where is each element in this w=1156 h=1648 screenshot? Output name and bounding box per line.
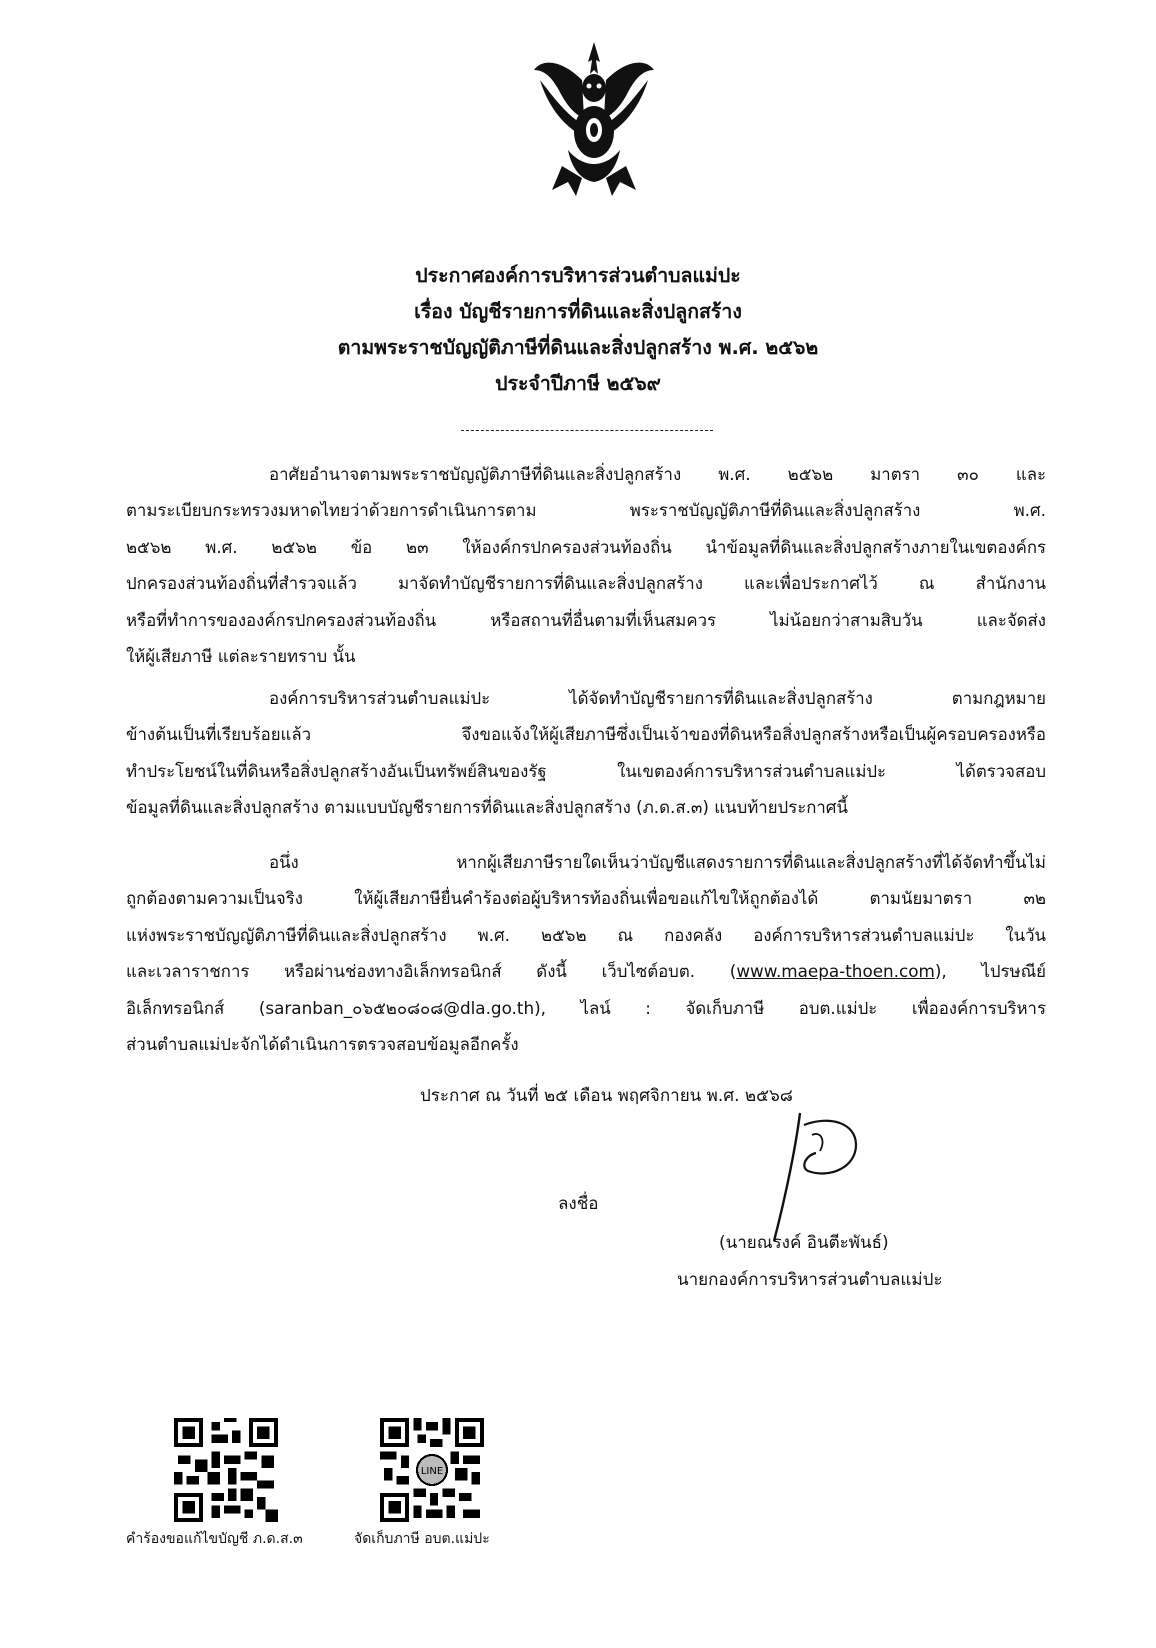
paragraph-line: ส่วนตำบลแม่ปะจักได้ดำเนินการตรวจสอบข้อมูลอีกครั้ง <box>126 1034 519 1055</box>
handwritten-signature <box>760 1105 880 1245</box>
header-divider <box>461 430 713 431</box>
paragraph-line: ปกครองส่วนท้องถิ่นที่สำรวจแล้ว มาจัดทำบัญชีรายการที่ดินและสิ่งปลูกสร้าง และเพื่อประกาศไว้ ณ สำนักงาน <box>126 573 1046 594</box>
qr-caption-correction: คำร้องขอแก้ไขบัญชี ภ.ด.ส.๓ <box>126 1531 303 1547</box>
paragraph-line: อนึ่ง หากผู้เสียภาษีรายใดเห็นว่าบัญชีแสดงรายการที่ดินและสิ่งปลูกสร้างที่ได้จัดทำขึ้นไม่ <box>269 852 1046 872</box>
paragraph-notice <box>126 680 1046 826</box>
paragraph-line: อิเล็กทรอนิกส์ (saranban_๐๖๕๒๐๘๐๘@dla.go.th), ไลน์ : จัดเก็บภาษี อบต.แม่ปะ เพื่อองค์การบริหาร <box>126 997 1046 1018</box>
paragraph-authority <box>126 456 1046 674</box>
website-link[interactable]: www.maepa-thoen.com <box>736 961 935 982</box>
signatory-position: นายกองค์การบริหารส่วนตำบลแม่ปะ <box>677 1270 943 1290</box>
header-organization-line: ประกาศองค์การบริหารส่วนตำบลแม่ปะ <box>415 264 741 287</box>
announcement-date: ประกาศ ณ วันที่ ๒๕ เดือน พฤศจิกายน พ.ศ. ๒๕๖๘ <box>420 1086 793 1106</box>
header-subject-line: เรื่อง บัญชีรายการที่ดินและสิ่งปลูกสร้าง <box>414 300 742 323</box>
paragraph-line: อาศัยอำนาจตามพระราชบัญญัติภาษีที่ดินและสิ่งปลูกสร้าง พ.ศ. ๒๕๖๒ มาตรา ๓๐ และ <box>269 464 1046 484</box>
paragraph-line: ข้อมูลที่ดินและสิ่งปลูกสร้าง ตามแบบบัญชีรายการที่ดินและสิ่งปลูกสร้าง (ภ.ด.ส.๓) แนบท้ายประกาศนี้ <box>126 797 848 818</box>
qr-code-correction-request[interactable] <box>174 1418 278 1522</box>
paragraph-line: ข้างต้นเป็นที่เรียบร้อยแล้ว จึงขอแจ้งให้ผู้เสียภาษีซึ่งเป็นเจ้าของที่ดินหรือสิ่งปลูกสร้างหรือเป็นผู้ครอบครองหรือ <box>126 724 1046 745</box>
signature-label: ลงชื่อ <box>558 1194 599 1214</box>
announcement-header <box>0 258 1156 402</box>
paragraph-line: องค์การบริหารส่วนตำบลแม่ปะ ได้จัดทำบัญชีรายการที่ดินและสิ่งปลูกสร้าง ตามกฎหมาย <box>269 688 1046 708</box>
garuda-emblem-icon <box>532 40 656 200</box>
header-law-line: ตามพระราชบัญญัติภาษีที่ดินและสิ่งปลูกสร้าง พ.ศ. ๒๕๖๒ <box>337 336 819 359</box>
paragraph-line: ตามระเบียบกระทรวงมหาดไทยว่าด้วยการดำเนินการตาม พระราชบัญญัติภาษีที่ดินและสิ่งปลูกสร้าง พ.ศ. <box>126 500 1046 521</box>
header-tax-year-line: ประจำปีภาษี ๒๕๖๙ <box>495 372 661 395</box>
paragraph-text: ), ไปรษณีย์ <box>934 961 1046 982</box>
paragraph-line: แห่งพระราชบัญญัติภาษีที่ดินและสิ่งปลูกสร้าง พ.ศ. ๒๕๖๒ ณ กองคลัง องค์การบริหารส่วนตำบลแม่ปะ ในวัน <box>126 924 1046 945</box>
paragraph-text: และเวลาราชการ หรือผ่านช่องทางอิเล็กทรอนิกส์ ดังนี้ เว็บไซต์อบต. ( <box>126 961 737 982</box>
paragraph-line: ถูกต้องตามความเป็นจริง ให้ผู้เสียภาษียื่นคำร้องต่อผู้บริหารท้องถิ่นเพื่อขอแก้ไขให้ถูกต้องได้ ตามนัยมาตรา ๓๒ <box>126 888 1046 909</box>
paragraph-line: ๒๕๖๒ พ.ศ. ๒๕๖๒ ข้อ ๒๓ ให้องค์กรปกครองส่วนท้องถิ่น นำข้อมูลที่ดินและสิ่งปลูกสร้างภายในเขตองค์กร <box>126 536 1046 557</box>
signatory-name: (นายณรงค์ อินตีะพันธ์) <box>719 1233 889 1253</box>
qr-caption-line: จัดเก็บภาษี อบต.แม่ปะ <box>354 1531 490 1547</box>
svg-text:LINE: LINE <box>420 1466 444 1478</box>
paragraph-line: หรือที่ทำการขององค์กรปกครองส่วนท้องถิ่น หรือสถานที่อื่นตามที่เห็นสมควร ไม่น้อยกว่าสามสิบวัน และจัดส่ง <box>126 609 1046 630</box>
paragraph-line: ให้ผู้เสียภาษี แต่ละรายทราบ นั้น <box>126 646 356 667</box>
paragraph-line: ทำประโยชน์ในที่ดินหรือสิ่งปลูกสร้างอันเป็นทรัพย์สินของรัฐ ในเขตองค์การบริหารส่วนตำบลแม่ปะ ได้ตรวจสอบ <box>126 760 1046 781</box>
paragraph-correction <box>126 844 1046 1062</box>
qr-code-line-tax-collection[interactable] <box>380 1418 484 1522</box>
paragraph-line <box>126 953 1046 989</box>
